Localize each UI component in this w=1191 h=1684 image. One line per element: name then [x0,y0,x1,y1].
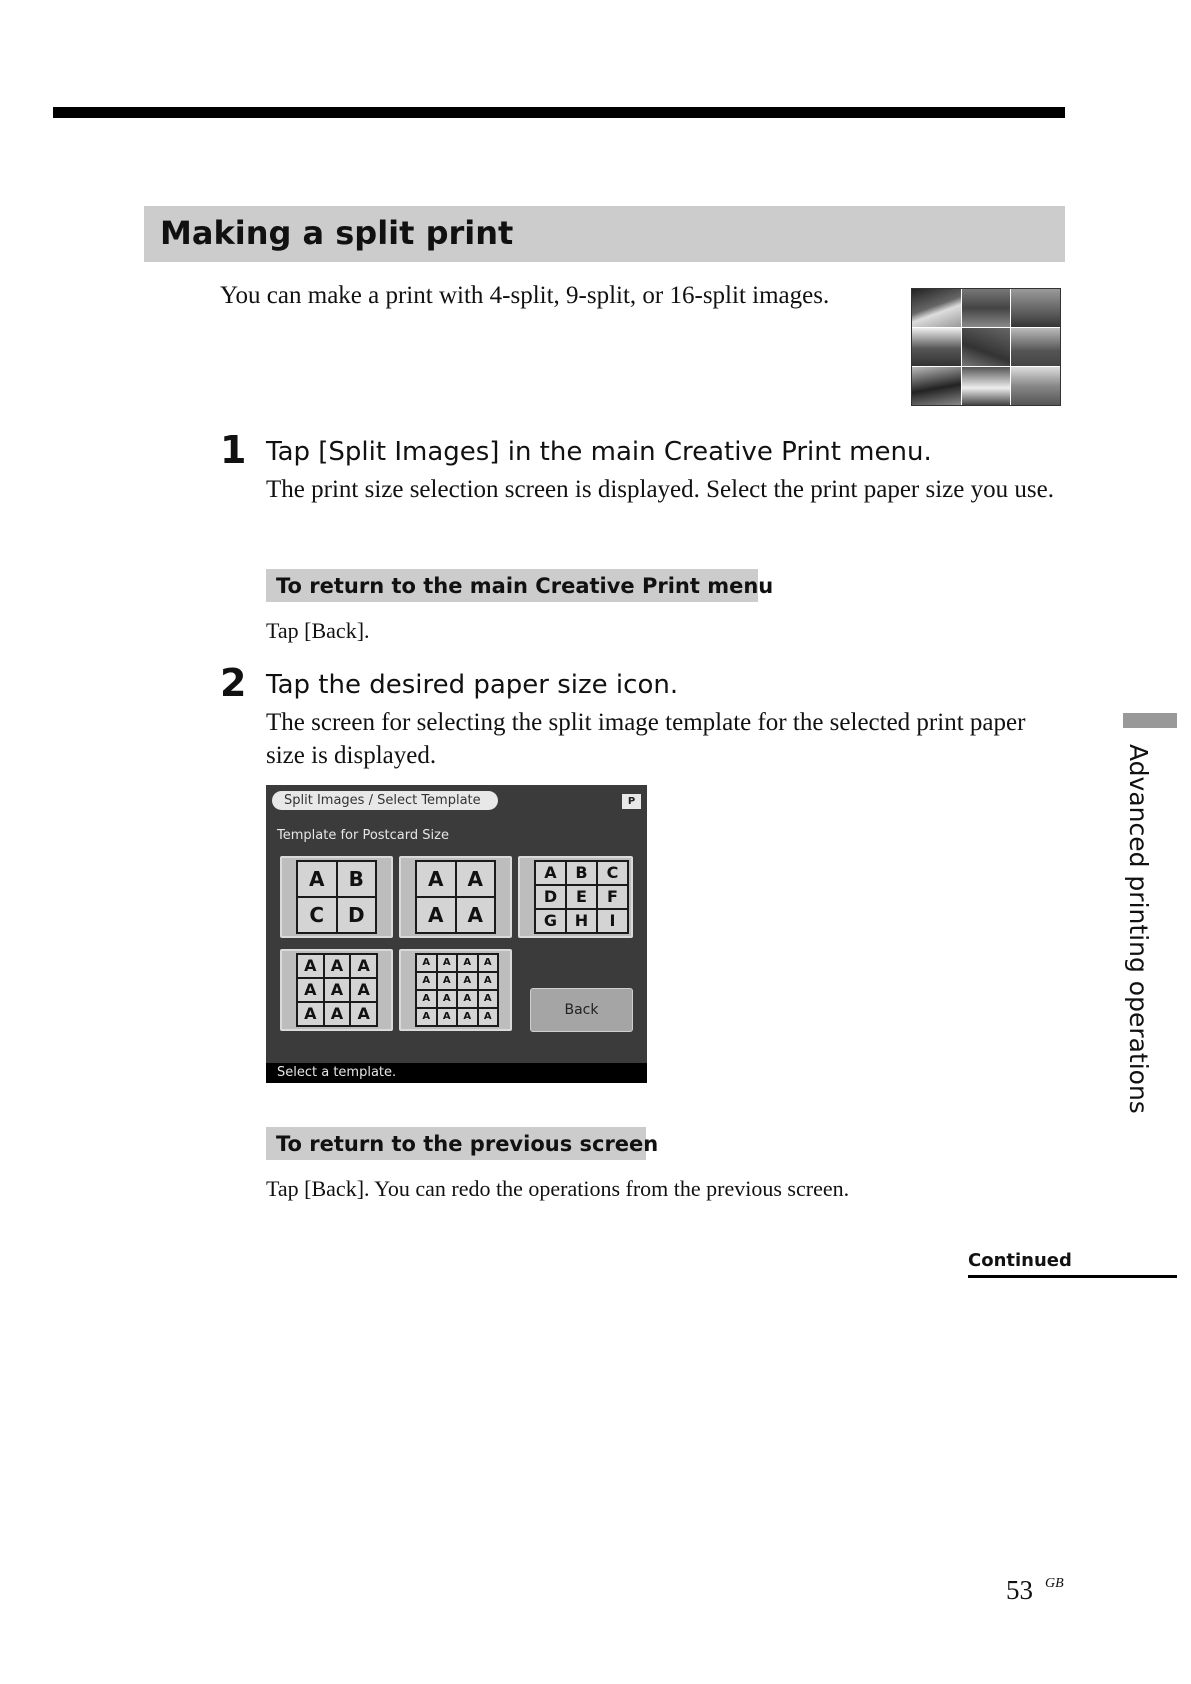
template-cell: G [536,910,565,932]
template-cell: A [417,991,436,1007]
template-cell: C [298,898,336,932]
template-cell: A [417,955,436,971]
template-cell: B [567,862,596,884]
template-cell: A [438,955,457,971]
sample-photo [1011,367,1060,405]
section-title: Making a split print [160,214,514,252]
template-cell: A [479,973,498,989]
template-cell: A [438,1009,457,1025]
template-cell: B [338,862,376,896]
template-cell: A [458,991,477,1007]
template-cell: D [536,886,565,908]
template-cell: A [325,979,350,1001]
template-4-split-abcd[interactable] [280,856,393,938]
step-2-heading: Tap the desired paper size icon. [266,670,679,700]
step-2-note-heading: To return to the previous screen [266,1127,646,1160]
sample-photo [962,328,1011,366]
template-cell: A [479,1009,498,1025]
template-cell: A [298,1003,323,1025]
template-cell: H [567,910,596,932]
sample-photo [1011,328,1060,366]
template-cell: A [458,973,477,989]
template-cell: A [457,862,495,896]
page-suffix: GB [1045,1576,1064,1591]
step-1-heading: Tap [Split Images] in the main Creative Print menu. [266,437,932,467]
step-2-body: The screen for selecting the split image template for the selected print paper size is displayed. [266,709,1026,769]
template-cell: A [325,955,350,977]
template-cell: A [417,973,436,989]
print-indicator: P [622,794,641,809]
template-cell: A [417,862,455,896]
template-cell: C [598,862,627,884]
step-1-number: 1 [220,428,247,472]
template-cell: A [479,991,498,1007]
template-cell: A [479,955,498,971]
template-cell: A [298,955,323,977]
split-print-sample-image [911,288,1061,406]
template-cell: A [417,898,455,932]
section-title-band [144,206,1065,262]
template-cell: A [457,898,495,932]
sample-photo [912,328,961,366]
screen-subtitle: Template for Postcard Size [277,828,449,843]
continued-label: Continued [968,1250,1072,1271]
template-9-split-a-to-i[interactable] [518,856,633,938]
template-cell: A [458,955,477,971]
continued-rule [968,1275,1177,1278]
template-cell: A [351,979,376,1001]
status-bar: Select a template. [266,1063,647,1083]
template-cell: A [351,955,376,977]
template-cell: A [417,1009,436,1025]
page-number: 53 [1006,1575,1033,1605]
top-rule [53,107,1065,118]
intro-text: You can make a print with 4-split, 9-split, or 16-split images. [220,282,830,309]
side-tab-label: Advanced printing operations [1124,744,1153,1114]
step-1-body: The print size selection screen is displayed. Select the print paper size you use. [266,476,1054,503]
template-cell: A [298,862,336,896]
step-2-number: 2 [220,661,247,705]
template-cell: A [438,973,457,989]
step-1-note-text: Tap [Back]. [266,618,370,643]
template-cell: D [338,898,376,932]
back-button[interactable]: Back [530,988,633,1032]
side-tab-bar [1123,713,1177,728]
template-9-split-same[interactable] [280,949,393,1031]
template-cell: A [325,1003,350,1025]
screen-title: Split Images / Select Template [272,791,498,810]
sample-photo [962,367,1011,405]
template-cell: A [351,1003,376,1025]
step-1-note-heading: To return to the main Creative Print menu [266,569,758,602]
template-4-split-same[interactable] [399,856,512,938]
template-cell: E [567,886,596,908]
sample-photo [962,289,1011,327]
template-16-split-same[interactable] [399,949,512,1031]
template-cell: I [598,910,627,932]
template-select-screen [266,785,647,1083]
template-cell: F [598,886,627,908]
template-cell: A [536,862,565,884]
sample-photo [912,367,961,405]
sample-photo [912,289,961,327]
sample-photo [1011,289,1060,327]
template-cell: A [438,991,457,1007]
template-cell: A [298,979,323,1001]
step-2-note-text: Tap [Back]. You can redo the operations from the previous screen. [266,1176,850,1201]
template-cell: A [458,1009,477,1025]
